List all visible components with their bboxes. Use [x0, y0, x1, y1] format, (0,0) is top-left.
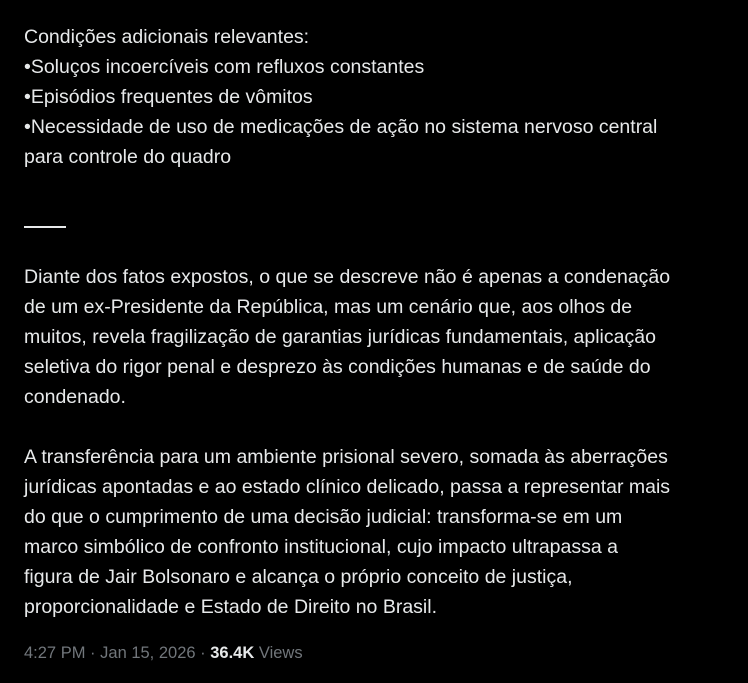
condition-item: •Episódios frequentes de vômitos — [24, 86, 313, 108]
views-count[interactable]: 36.4K — [210, 644, 255, 662]
post-time-link[interactable]: 4:27 PM — [24, 644, 86, 662]
paragraph-line: do que o cumprimento de uma decisão judicial: transforma-se em um — [24, 506, 623, 528]
paragraph-line: condenado. — [24, 386, 126, 408]
views-label: Views — [258, 644, 303, 662]
paragraph-line: Diante dos fatos expostos, o que se descreve não é apenas a condenação — [24, 266, 671, 288]
condition-item: •Soluços incoercíveis com refluxos constantes — [24, 56, 425, 78]
paragraph-line: muitos, revela fragilização de garantias jurídicas fundamentais, aplicação — [24, 326, 656, 348]
paragraph-line: figura de Jair Bolsonaro e alcança o próprio conceito de justiça, — [24, 566, 573, 588]
post-date-link[interactable]: Jan 15, 2026 — [100, 644, 196, 662]
conditions-heading: Condições adicionais relevantes: — [24, 26, 310, 48]
paragraph-line: A transferência para um ambiente prisional severo, somada às aberrações — [24, 446, 668, 468]
post-body — [24, 22, 724, 622]
paragraph-line: de um ex-Presidente da República, mas um cenário que, aos olhos de — [24, 296, 633, 318]
meta-separator: · — [90, 644, 96, 662]
condition-item: •Necessidade de uso de medicações de ação no sistema nervoso central — [24, 116, 658, 138]
paragraph-spacer — [24, 172, 724, 202]
paragraph-line: jurídicas apontadas e ao estado clínico delicado, passa a representar mais — [24, 476, 671, 498]
paragraph-spacer — [24, 232, 724, 262]
paragraph-line: marco simbólico de confronto institucional, cujo impacto ultrapassa a — [24, 536, 618, 558]
paragraph-spacer — [24, 412, 724, 442]
post-meta — [24, 641, 303, 665]
condition-item-continuation: para controle do quadro — [24, 146, 232, 168]
divider-rule — [24, 226, 66, 228]
section-divider — [24, 202, 724, 232]
paragraph-line: proporcionalidade e Estado de Direito no Brasil. — [24, 596, 437, 618]
meta-separator: · — [200, 644, 206, 662]
paragraph-line: seletiva do rigor penal e desprezo às condições humanas e de saúde do — [24, 356, 651, 378]
